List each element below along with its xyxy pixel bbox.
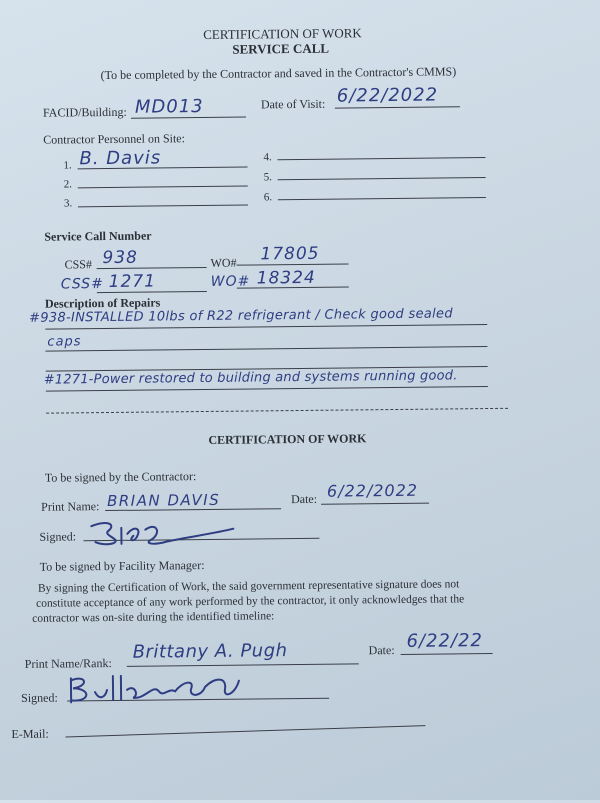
form-subtitle: SERVICE CALL — [232, 40, 330, 57]
contractor-date-label: Date: — [290, 491, 318, 507]
personnel-line — [78, 186, 248, 189]
manager-name: Brittany A. Pugh — [132, 640, 288, 663]
manager-date-label: Date: — [368, 643, 395, 658]
contractor-signature-icon — [87, 515, 237, 551]
email-line — [66, 725, 426, 737]
contractor-date: 6/22/2022 — [326, 480, 419, 501]
wo-label: WO# — [210, 255, 237, 270]
personnel-line — [278, 177, 486, 180]
wo-label-handwritten: WO# — [210, 273, 251, 290]
section-divider — [46, 408, 508, 414]
disclaimer-line: constitute acceptance of any work performed by the contractor, it only acknowledges that the — [36, 593, 465, 610]
print-name-label: Print Name: — [41, 499, 100, 514]
contractor-name: BRIAN DAVIS — [106, 490, 221, 511]
personnel-num: 1. — [63, 159, 72, 172]
certification-heading: CERTIFICATION OF WORK — [208, 431, 367, 447]
personnel-name: B. Davis — [79, 147, 162, 170]
date-of-visit-value: 6/22/2022 — [336, 84, 439, 107]
print-name-rank-label: Print Name/Rank: — [24, 655, 112, 671]
facid-value: MD013 — [134, 95, 204, 118]
manager-instruction: To be signed by Facility Manager: — [39, 558, 205, 574]
repair-line: #1271-Power restored to building and systems running good. — [43, 368, 458, 388]
disclaimer-line: By signing the Certification of Work, the said government representative signature does not — [37, 578, 460, 595]
service-call-heading: Service Call Number — [44, 228, 152, 244]
email-label: E-Mail: — [11, 726, 49, 742]
manager-date-line — [401, 653, 493, 655]
wo-value: 18324 — [256, 267, 316, 289]
repair-line: #938-INSTALLED 10lbs of R22 refrigerant / Check good sealed — [29, 306, 453, 326]
form-instruction: (To be completed by the Contractor and saved in the Contractor's CMMS) — [100, 64, 457, 83]
repairs-heading: Description of Repairs — [44, 295, 161, 311]
date-of-visit-line — [335, 106, 460, 108]
personnel-num: 4. — [263, 151, 272, 164]
wo-value: 17805 — [260, 243, 320, 265]
disclaimer-line: contractor was on-site during the identified timeline: — [32, 610, 275, 625]
css-value: 1271 — [108, 271, 157, 292]
personnel-num: 2. — [63, 178, 73, 191]
contractor-signed-label: Signed: — [39, 529, 77, 544]
manager-date: 6/22/22 — [406, 630, 484, 652]
repair-rule — [45, 346, 487, 352]
manager-signed-label: Signed: — [21, 690, 58, 705]
personnel-num: 5. — [263, 171, 272, 184]
personnel-line — [78, 205, 248, 208]
personnel-num: 6. — [263, 191, 273, 204]
css-label-handwritten: CSS# — [60, 276, 104, 293]
personnel-line — [278, 197, 486, 200]
personnel-label: Contractor Personnel on Site: — [43, 131, 185, 147]
personnel-line — [277, 157, 485, 160]
contractor-instruction: To be signed by the Contractor: — [44, 469, 197, 485]
personnel-num: 3. — [63, 197, 73, 210]
contractor-date-line — [321, 503, 429, 505]
print-name-rank-line — [127, 663, 359, 666]
css-value: 938 — [102, 247, 139, 269]
facid-label: FACID/Building: — [42, 104, 127, 120]
repair-line: caps — [47, 334, 82, 350]
manager-signature-icon — [65, 669, 245, 711]
css-label: CSS# — [64, 257, 92, 272]
date-of-visit-label: Date of Visit: — [260, 96, 326, 112]
form-title: CERTIFICATION OF WORK — [203, 25, 362, 42]
